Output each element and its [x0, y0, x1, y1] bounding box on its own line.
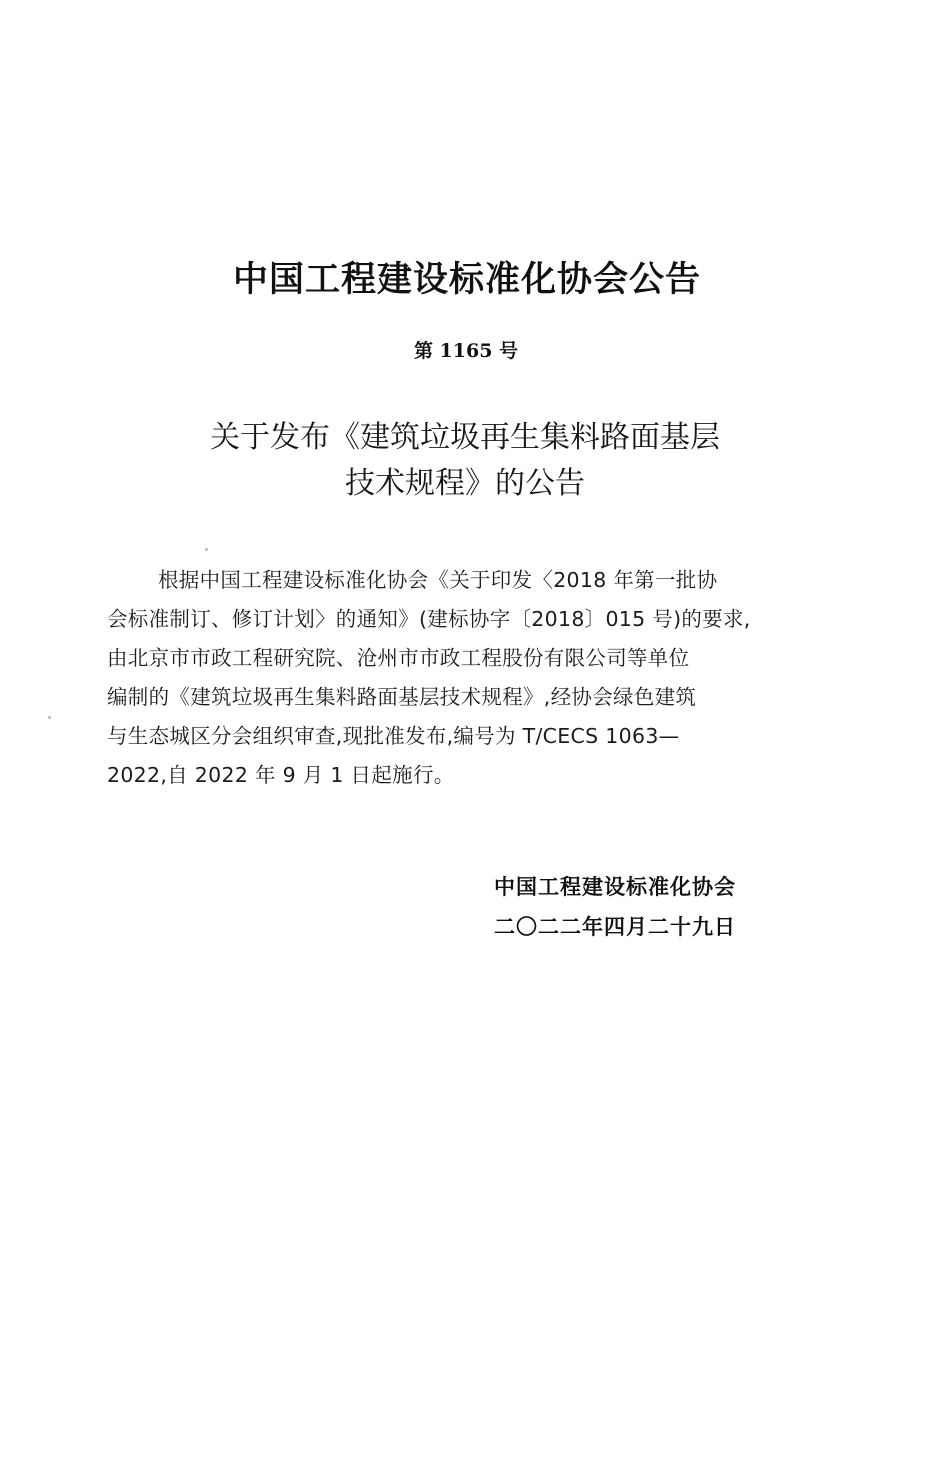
subject-title-line-2: 技术规程》的公告 [345, 466, 585, 501]
body-line-2: 会标准制订、修订计划〉的通知》(建标协字〔2018〕015 号)的要求, [107, 607, 751, 631]
issuing-organization: 中国工程建设标准化协会 [494, 875, 736, 899]
body-line-6: 2022,自 2022 年 9 月 1 日起施行。 [107, 763, 455, 787]
body-line-3: 由北京市市政工程研究院、沧州市市政工程股份有限公司等单位 [107, 646, 690, 670]
body-line-5: 与生态城区分会组织审查,现批准发布,编号为 T/CECS 1063— [107, 724, 680, 748]
issue-date: 二〇二二年四月二十九日 [494, 915, 736, 939]
scan-speck [48, 716, 51, 719]
body-line-4: 编制的《建筑垃圾再生集料路面基层技术规程》,经协会绿色建筑 [107, 685, 697, 709]
scan-speck [205, 548, 208, 551]
body-line-1: 根据中国工程建设标准化协会《关于印发〈2018 年第一批协 [158, 568, 718, 592]
subject-title-line-1: 关于发布《建筑垃圾再生集料路面基层 [210, 420, 720, 455]
page-title: 中国工程建设标准化协会公告 [232, 260, 701, 300]
announcement-number: 第 1165 号 [413, 340, 519, 362]
